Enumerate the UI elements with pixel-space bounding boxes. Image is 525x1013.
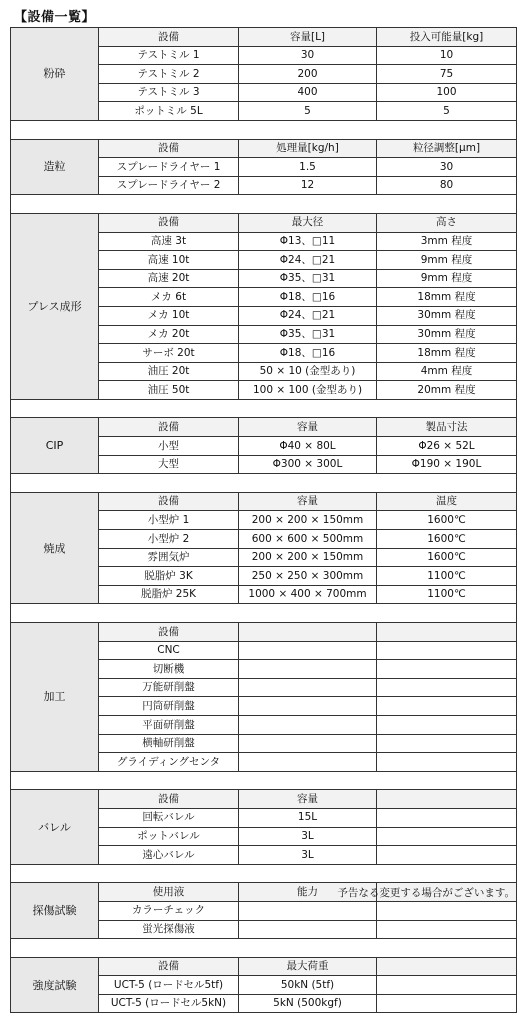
table-cell: 18mm 程度 xyxy=(377,344,517,363)
table-cell: 200 xyxy=(239,65,377,84)
table-cell: 30mm 程度 xyxy=(377,306,517,325)
table-cell: 蛍光探傷液 xyxy=(99,920,239,939)
table-cell: 4mm 程度 xyxy=(377,362,517,381)
separator-cell xyxy=(11,399,517,418)
separator-cell xyxy=(11,864,517,883)
table-cell: 30 xyxy=(239,46,377,65)
table-cell: 3L xyxy=(239,827,377,846)
table-cell: UCT-5 (ロードセル5tf) xyxy=(99,976,239,995)
table-cell: 100 × 100 (金型あり) xyxy=(239,381,377,400)
table-cell xyxy=(377,827,517,846)
table-cell xyxy=(239,715,377,734)
table-cell xyxy=(239,753,377,772)
column-header: 処理量[kg/h] xyxy=(239,139,377,158)
table-cell: 高速 10t xyxy=(99,251,239,270)
table-cell: 50kN (5tf) xyxy=(239,976,377,995)
table-cell: 脱脂炉 25K xyxy=(99,585,239,604)
table-cell: Φ13、□11 xyxy=(239,232,377,251)
column-header: 設備 xyxy=(99,418,239,437)
section-header-row xyxy=(11,139,517,158)
table-cell: Φ35、□31 xyxy=(239,269,377,288)
table-cell: 20mm 程度 xyxy=(377,381,517,400)
column-header: 容量 xyxy=(239,492,377,511)
table-cell: 回転バレル xyxy=(99,808,239,827)
table-cell xyxy=(377,920,517,939)
table-cell: 小型炉 1 xyxy=(99,511,239,530)
table-cell: グライディングセンタ xyxy=(99,753,239,772)
table-cell: 雰囲気炉 xyxy=(99,548,239,567)
table-cell: 250 × 250 × 300mm xyxy=(239,567,377,586)
table-cell: 小型炉 2 xyxy=(99,530,239,549)
category-cell: バレル xyxy=(11,790,99,864)
column-header: 投入可能量[kg] xyxy=(377,28,517,47)
table-cell xyxy=(377,715,517,734)
table-cell: 円筒研削盤 xyxy=(99,697,239,716)
table-cell: 大型 xyxy=(99,455,239,474)
table-cell: 1.5 xyxy=(239,158,377,177)
table-cell xyxy=(239,641,377,660)
table-cell: サーボ 20t xyxy=(99,344,239,363)
table-cell: 1600℃ xyxy=(377,530,517,549)
table-cell: 小型 xyxy=(99,437,239,456)
category-cell: 粉砕 xyxy=(11,28,99,121)
equipment-table xyxy=(10,27,517,1013)
table-cell: 1100℃ xyxy=(377,567,517,586)
table-cell: Φ18、□16 xyxy=(239,288,377,307)
table-cell: 18mm 程度 xyxy=(377,288,517,307)
category-cell: 造粒 xyxy=(11,139,99,195)
separator-cell xyxy=(11,474,517,493)
table-cell: 75 xyxy=(377,65,517,84)
table-cell: 12 xyxy=(239,176,377,195)
column-header: 設備 xyxy=(99,139,239,158)
table-cell xyxy=(377,697,517,716)
section-separator xyxy=(11,474,517,493)
column-header: 使用液 xyxy=(99,883,239,902)
table-cell xyxy=(377,678,517,697)
table-cell xyxy=(239,678,377,697)
table-cell: 横軸研削盤 xyxy=(99,734,239,753)
table-cell: Φ24、□21 xyxy=(239,251,377,270)
table-cell: 5 xyxy=(377,102,517,121)
table-cell: 脱脂炉 3K xyxy=(99,567,239,586)
table-cell: 遠心バレル xyxy=(99,846,239,865)
section-header-row xyxy=(11,957,517,976)
column-header xyxy=(377,623,517,642)
table-cell: メカ 6t xyxy=(99,288,239,307)
section-separator xyxy=(11,195,517,214)
table-cell: 600 × 600 × 500mm xyxy=(239,530,377,549)
table-cell: スプレードライヤー 2 xyxy=(99,176,239,195)
table-cell: テストミル 2 xyxy=(99,65,239,84)
section-separator xyxy=(11,604,517,623)
table-cell: 1600℃ xyxy=(377,548,517,567)
separator-cell xyxy=(11,195,517,214)
table-cell: 400 xyxy=(239,83,377,102)
table-cell xyxy=(377,734,517,753)
category-cell: 強度試験 xyxy=(11,957,99,1013)
table-cell: 9mm 程度 xyxy=(377,251,517,270)
column-header: 最大径 xyxy=(239,213,377,232)
category-cell: 焼成 xyxy=(11,492,99,604)
footnote: 予告なる変更する場合がございます。 xyxy=(337,887,515,899)
table-cell xyxy=(377,641,517,660)
table-cell xyxy=(377,846,517,865)
separator-cell xyxy=(11,771,517,790)
table-cell xyxy=(239,734,377,753)
column-header: 製品寸法 xyxy=(377,418,517,437)
table-cell: Φ26 × 52L xyxy=(377,437,517,456)
category-cell: 探傷試験 xyxy=(11,883,99,939)
table-cell: ポットバレル xyxy=(99,827,239,846)
category-cell: プレス成形 xyxy=(11,213,99,399)
table-cell: テストミル 1 xyxy=(99,46,239,65)
table-cell: 15L xyxy=(239,808,377,827)
column-header: 能力 xyxy=(239,883,377,902)
category-cell: 加工 xyxy=(11,623,99,772)
table-cell: ポットミル 5L xyxy=(99,102,239,121)
table-cell: Φ18、□16 xyxy=(239,344,377,363)
table-cell: 3mm 程度 xyxy=(377,232,517,251)
column-header: 設備 xyxy=(99,213,239,232)
column-header: 容量[L] xyxy=(239,28,377,47)
equipment-table-body xyxy=(11,28,517,1013)
table-cell: Φ24、□21 xyxy=(239,306,377,325)
column-header: 容量 xyxy=(239,418,377,437)
table-cell: 30mm 程度 xyxy=(377,325,517,344)
table-cell: Φ40 × 80L xyxy=(239,437,377,456)
table-cell: スプレードライヤー 1 xyxy=(99,158,239,177)
table-cell: メカ 10t xyxy=(99,306,239,325)
table-cell: Φ35、□31 xyxy=(239,325,377,344)
section-separator xyxy=(11,939,517,958)
column-header: 設備 xyxy=(99,957,239,976)
table-cell xyxy=(377,901,517,920)
column-header xyxy=(239,623,377,642)
column-header: 高さ xyxy=(377,213,517,232)
table-cell: UCT-5 (ロードセル5kN) xyxy=(99,994,239,1013)
column-header: 設備 xyxy=(99,790,239,809)
table-cell: 切断機 xyxy=(99,660,239,679)
table-cell: 50 × 10 (金型あり) xyxy=(239,362,377,381)
separator-cell xyxy=(11,604,517,623)
table-cell: 9mm 程度 xyxy=(377,269,517,288)
separator-cell xyxy=(11,939,517,958)
table-cell: Φ300 × 300L xyxy=(239,455,377,474)
table-cell: 1100℃ xyxy=(377,585,517,604)
table-cell: 1000 × 400 × 700mm xyxy=(239,585,377,604)
section-header-row xyxy=(11,28,517,47)
section-header-row xyxy=(11,790,517,809)
table-cell: 30 xyxy=(377,158,517,177)
section-header-row xyxy=(11,492,517,511)
table-cell: メカ 20t xyxy=(99,325,239,344)
column-header: 設備 xyxy=(99,623,239,642)
table-cell: 万能研削盤 xyxy=(99,678,239,697)
table-cell xyxy=(377,808,517,827)
table-cell: 1600℃ xyxy=(377,511,517,530)
section-header-row xyxy=(11,418,517,437)
table-cell: 油圧 20t xyxy=(99,362,239,381)
column-header xyxy=(377,957,517,976)
table-cell: 5 xyxy=(239,102,377,121)
section-separator xyxy=(11,399,517,418)
table-cell: カラーチェック xyxy=(99,901,239,920)
table-cell: 80 xyxy=(377,176,517,195)
page-title: 【設備一覧】 xyxy=(14,10,96,25)
table-cell: CNC xyxy=(99,641,239,660)
section-separator xyxy=(11,864,517,883)
column-header: 容量 xyxy=(239,790,377,809)
table-cell xyxy=(239,660,377,679)
section-header-row xyxy=(11,213,517,232)
section-separator xyxy=(11,771,517,790)
table-cell xyxy=(377,660,517,679)
table-cell xyxy=(377,994,517,1013)
section-header-row xyxy=(11,623,517,642)
column-header: 設備 xyxy=(99,28,239,47)
category-cell: CIP xyxy=(11,418,99,474)
table-cell: 200 × 200 × 150mm xyxy=(239,548,377,567)
table-cell xyxy=(377,753,517,772)
table-cell: 油圧 50t xyxy=(99,381,239,400)
table-cell: 平面研削盤 xyxy=(99,715,239,734)
column-header: 粒径調整[μm] xyxy=(377,139,517,158)
column-header: 設備 xyxy=(99,492,239,511)
table-cell: 5kN (500kgf) xyxy=(239,994,377,1013)
table-cell: Φ190 × 190L xyxy=(377,455,517,474)
table-cell xyxy=(377,976,517,995)
table-cell xyxy=(239,920,377,939)
table-cell: 3L xyxy=(239,846,377,865)
column-header xyxy=(377,790,517,809)
table-cell: 100 xyxy=(377,83,517,102)
column-header: 最大荷重 xyxy=(239,957,377,976)
table-cell xyxy=(239,697,377,716)
table-cell: 10 xyxy=(377,46,517,65)
separator-cell xyxy=(11,120,517,139)
table-cell xyxy=(239,901,377,920)
table-cell: 高速 3t xyxy=(99,232,239,251)
column-header: 温度 xyxy=(377,492,517,511)
table-cell: 200 × 200 × 150mm xyxy=(239,511,377,530)
table-cell: テストミル 3 xyxy=(99,83,239,102)
section-separator xyxy=(11,120,517,139)
table-cell: 高速 20t xyxy=(99,269,239,288)
